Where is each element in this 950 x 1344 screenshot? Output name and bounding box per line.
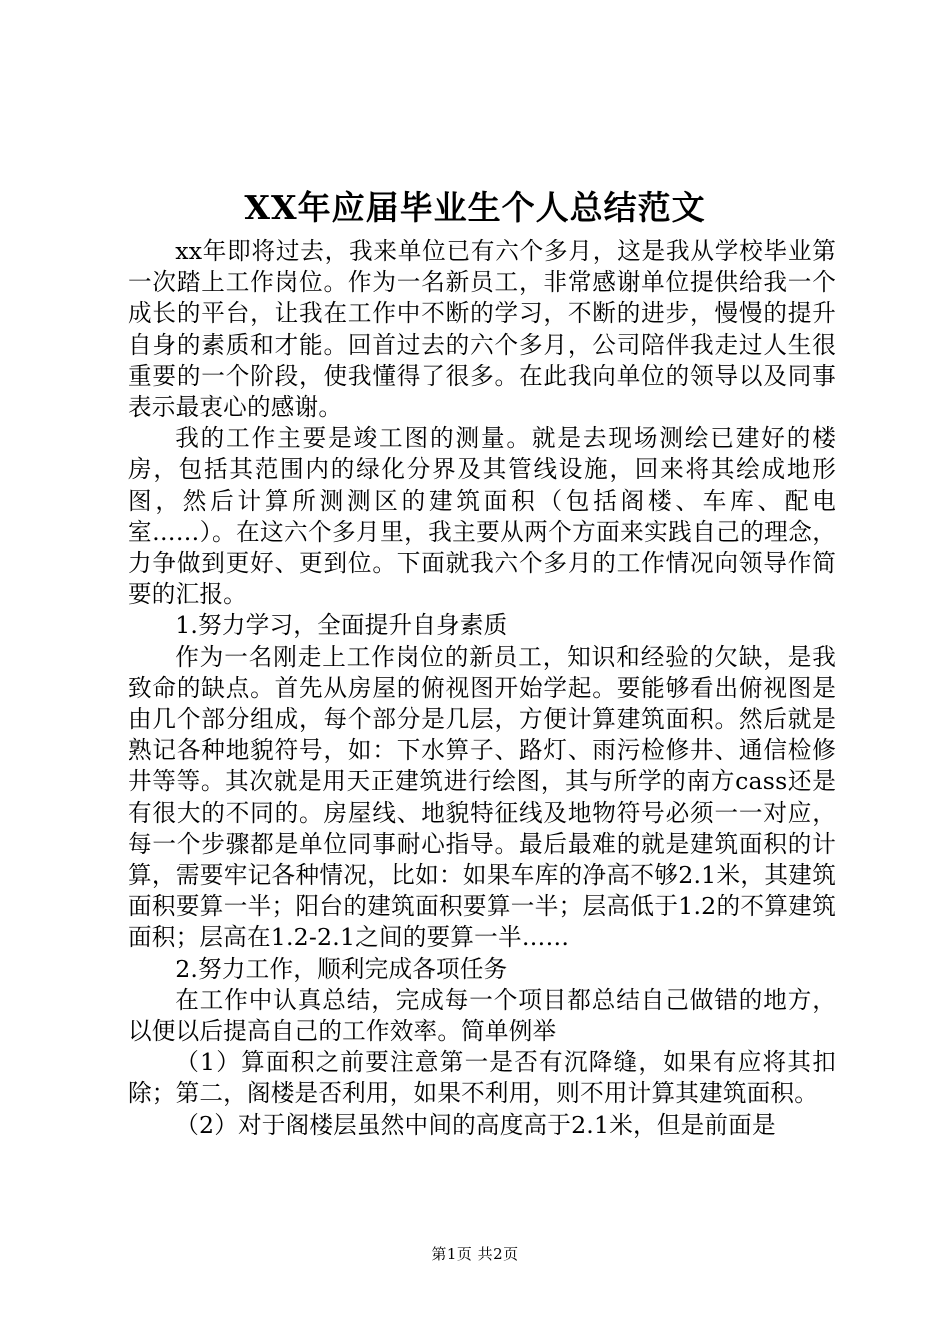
paragraph-example-2: （2）对于阁楼层虽然中间的高度高于2.1米，但是前面是 [175, 1110, 776, 1139]
paragraph-work-overview: 我的工作主要是竣工图的测量。就是去现场测绘已建好的楼房，包括其范围内的绿化分界及其管线设施，回来将其绘成地形图，然后计算所测测区的建筑面积（包括阁楼、车库、配电室……）。在这六个多月里，我主要从两个方面来实践自己的理念，力争做到更好、更到位。下面就我六个多月的工作情况向领导作简要的汇报。 [128, 424, 836, 609]
document-title: XX年应届毕业生个人总结范文 [244, 188, 706, 227]
paragraph-example-1: （1）算面积之前要注意第一是否有沉降缝，如果有应将其扣除；第二，阁楼是否利用，如果不利用，则不用计算其建筑面积。 [128, 1048, 836, 1108]
page-footer: 第1页 共2页 [431, 1245, 519, 1263]
paragraph-study: 作为一名刚走上工作岗位的新员工，知识和经验的欠缺，是我致命的缺点。首先从房屋的俯视图开始学起。要能够看出俯视图是由几个部分组成，每个部分是几层，方便计算建筑面积。然后就是熟记各种地貌符号，如：下水箅子、路灯、雨污检修井、通信检修井等等。其次就是用天正建筑进行绘图，其与所学的南方cass还是有很大的不同的。房屋线、地貌特征线及地物符号必须一一对应，每一个步骤都是单位同事耐心指导。最后最难的就是建筑面积的计算，需要牢记各种情况，比如：如果车库的净高不够2.1米，其建筑面积要算一半；阳台的建筑面积要算一半；层高低于1.2的不算建筑面积；层高在1.2-2.1之间的要算一半…… [128, 642, 836, 952]
document-body [128, 236, 836, 1141]
section-heading-study: 1.努力学习，全面提升自身素质 [175, 611, 508, 640]
section-heading-work: 2.努力工作，顺利完成各项任务 [175, 954, 508, 983]
paragraph-intro: xx年即将过去，我来单位已有六个多月，这是我从学校毕业第一次踏上工作岗位。作为一名新员工，非常感谢单位提供给我一个成长的平台，让我在工作中不断的学习，不断的进步，慢慢的提升自身的素质和才能。回首过去的六个多月，公司陪伴我走过人生很重要的一个阶段，使我懂得了很多。在此我向单位的领导以及同事表示最衷心的感谢。 [128, 237, 836, 422]
paragraph-work-summary: 在工作中认真总结，完成每一个项目都总结自己做错的地方，以便以后提高自己的工作效率。简单例举 [128, 985, 836, 1046]
